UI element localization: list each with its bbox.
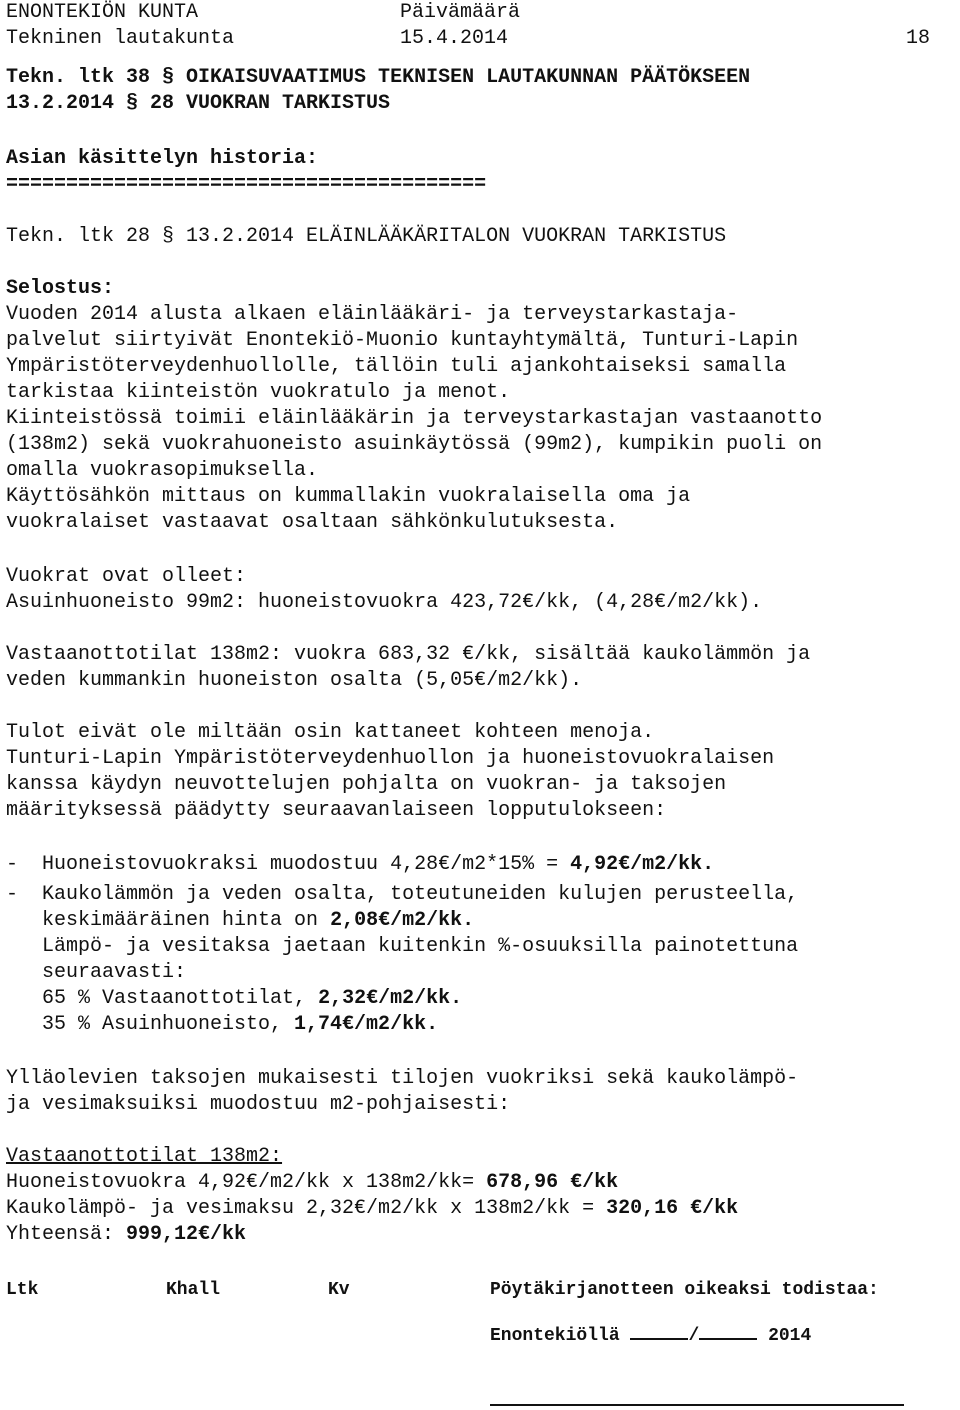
footer-place: Enontekiöllä bbox=[490, 1326, 620, 1346]
paragraph-1-line: Ympäristöterveydenhuollolle, tällöin tuli ajankohtaiseksi samalla bbox=[6, 355, 787, 378]
footer-certify: Pöytäkirjanotteen oikeaksi todistaa: bbox=[490, 1280, 879, 1300]
footer-slash: / bbox=[688, 1326, 700, 1346]
header-date: 15.4.2014 bbox=[400, 27, 509, 50]
paragraph-1-line: Kiinteistössä toimii eläinlääkärin ja terveystarkastajan vastaanotto bbox=[6, 407, 823, 430]
footer-ltk: Ltk bbox=[6, 1280, 39, 1300]
bullet-value: 2,32€/m2/kk. bbox=[318, 987, 463, 1010]
calc-text: Kaukolämpö- ja vesimaksu 2,32€/m2/kk x 138m2/kk = bbox=[6, 1197, 607, 1220]
bullet-apartment-share bbox=[6, 1012, 438, 1038]
calc-value: 678,96 €/kk bbox=[486, 1171, 619, 1194]
rents-apartment-line: Asuinhuoneisto 99m2: huoneistovuokra 423,72€/kk, (4,28€/m2/kk). bbox=[6, 591, 763, 614]
signature-line bbox=[490, 1404, 904, 1406]
paragraph-2-line: määrityksessä päädytty seuraavanlaiseen lopputulokseen: bbox=[6, 799, 667, 822]
bullet-apartment-rent bbox=[6, 852, 714, 878]
date-day-blank bbox=[630, 1320, 688, 1340]
bullet-value: 2,08€/m2/kk. bbox=[330, 909, 475, 932]
calc-heating-line bbox=[6, 1196, 738, 1222]
paragraph-1-line: omalla vuokrasopimuksella. bbox=[6, 459, 319, 482]
calc-heading: Vastaanottotilat 138m2: bbox=[6, 1145, 283, 1168]
bullet-heating-average bbox=[6, 908, 474, 934]
calc-value: 320,16 €/kk bbox=[606, 1197, 739, 1220]
paragraph-3-line: ja vesimaksuiksi muodostuu m2-pohjaisesti: bbox=[6, 1093, 511, 1116]
footer-place-date bbox=[490, 1320, 811, 1348]
footer-kv: Kv bbox=[328, 1280, 350, 1300]
rents-reception-line: Vastaanottotilat 138m2: vuokra 683,32 €/kk, sisältää kaukolämmön ja bbox=[6, 643, 811, 666]
bullet-heating-as-follows: seuraavasti: bbox=[6, 961, 187, 984]
paragraph-1-line: (138m2) sekä vuokrahuoneisto asuinkäytössä (99m2), kumpikin puoli on bbox=[6, 433, 823, 456]
calc-text: Yhteensä: bbox=[6, 1223, 127, 1246]
page-number: 18 bbox=[906, 27, 931, 50]
header-board: Tekninen lautakunta bbox=[6, 27, 235, 50]
bullet-heating-split: Lämpö- ja vesitaksa jaetaan kuitenkin %-osuuksilla painotettuna bbox=[6, 935, 799, 958]
header-date-label: Päivämäärä bbox=[400, 1, 521, 24]
paragraph-1-line: Vuoden 2014 alusta alkaen eläinlääkäri- ja terveystarkastaja- bbox=[6, 303, 739, 326]
bullet-value: 4,92€/m2/kk. bbox=[570, 853, 715, 876]
paragraph-2-line: Tulot eivät ole miltään osin kattaneet kohteen menoja. bbox=[6, 721, 655, 744]
rents-reception-line: veden kummankin huoneiston osalta (5,05€/m2/kk). bbox=[6, 669, 583, 692]
bullet-text: keskimääräinen hinta on bbox=[6, 909, 331, 932]
paragraph-3-line: Ylläolevien taksojen mukaisesti tilojen vuokriksi sekä kaukolämpö- bbox=[6, 1067, 799, 1090]
history-rule: ======================================== bbox=[6, 173, 487, 196]
calc-total-line bbox=[6, 1222, 246, 1248]
title-line-2: 13.2.2014 § 28 VUOKRAN TARKISTUS bbox=[6, 92, 391, 115]
subject-line: Tekn. ltk 28 § 13.2.2014 ELÄINLÄÄKÄRITALON VUOKRAN TARKISTUS bbox=[6, 225, 727, 248]
calc-value: 999,12€/kk bbox=[126, 1223, 247, 1246]
bullet-reception-share bbox=[6, 986, 462, 1012]
paragraph-1-line: Käyttösähkön mittaus on kummallakin vuokralaisella oma ja bbox=[6, 485, 691, 508]
bullet-text: 65 % Vastaanottotilat, bbox=[6, 987, 319, 1010]
paragraph-1-line: palvelut siirtyivät Enontekiö-Muonio kuntayhtymältä, Tunturi-Lapin bbox=[6, 329, 799, 352]
title-line-1: Tekn. ltk 38 § OIKAISUVAATIMUS TEKNISEN LAUTAKUNNAN PÄÄTÖKSEEN bbox=[6, 66, 751, 89]
rents-heading: Vuokrat ovat olleet: bbox=[6, 565, 247, 588]
paragraph-2-line: Tunturi-Lapin Ympäristöterveydenhuollon ja huoneistovuokralaisen bbox=[6, 747, 775, 770]
bullet-heating-water: - Kaukolämmön ja veden osalta, toteutuneiden kulujen perusteella, bbox=[6, 883, 799, 906]
paragraph-2-line: kanssa käydyn neuvottelujen pohjalta on vuokran- ja taksojen bbox=[6, 773, 727, 796]
header-org: ENONTEKIÖN KUNTA bbox=[6, 1, 199, 24]
paragraph-1-line: tarkistaa kiinteistön vuokratulo ja menot. bbox=[6, 381, 511, 404]
date-month-blank bbox=[699, 1320, 757, 1340]
paragraph-1-line: vuokralaiset vastaavat osaltaan sähkönkulutuksesta. bbox=[6, 511, 619, 534]
history-heading: Asian käsittelyn historia: bbox=[6, 147, 319, 170]
bullet-text: 35 % Asuinhuoneisto, bbox=[6, 1013, 295, 1036]
calc-text: Huoneistovuokra 4,92€/m2/kk x 138m2/kk= bbox=[6, 1171, 487, 1194]
footer-khall: Khall bbox=[166, 1280, 221, 1300]
calc-rent-line bbox=[6, 1170, 618, 1196]
bullet-value: 1,74€/m2/kk. bbox=[294, 1013, 439, 1036]
footer-year: 2014 bbox=[768, 1326, 812, 1346]
selostus-heading: Selostus: bbox=[6, 277, 115, 300]
bullet-text: - Huoneistovuokraksi muodostuu 4,28€/m2*15% = bbox=[6, 853, 571, 876]
